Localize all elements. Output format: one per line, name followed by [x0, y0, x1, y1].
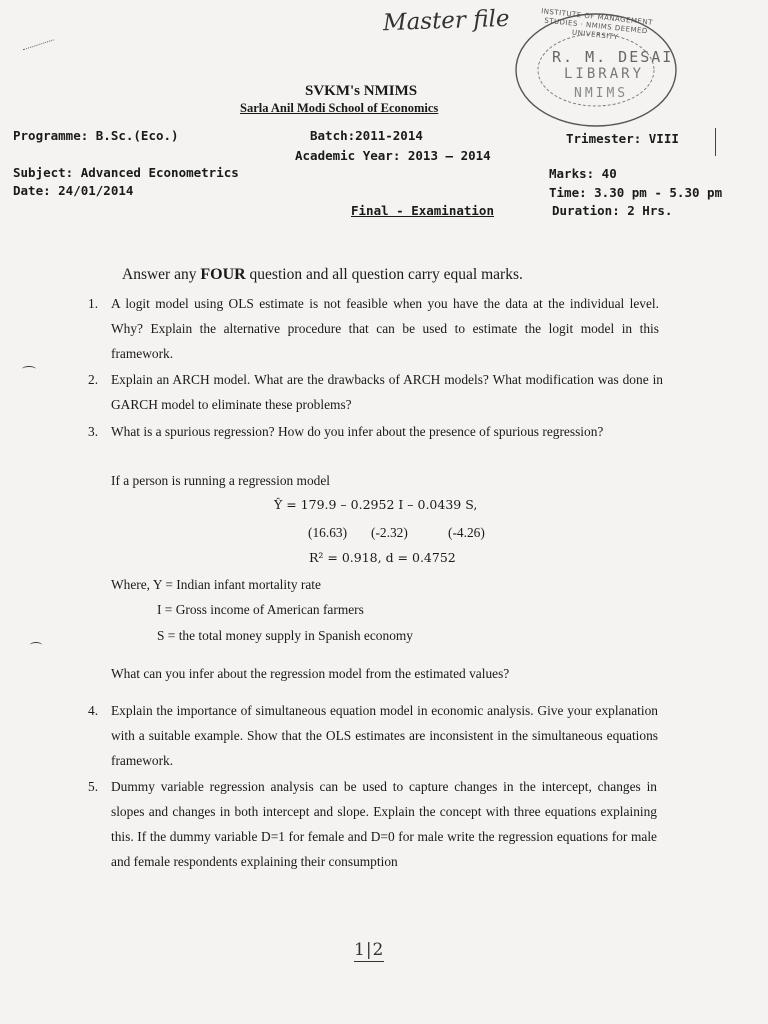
question-text: What is a spurious regression? How do you infer about the presence of spurious regression? — [111, 424, 604, 439]
fit-statistics: R² = 0.918, d = 0.4752 — [309, 550, 456, 565]
question-text: Explain an ARCH model. What are the drawbacks of ARCH models? What modification was done in GARCH model to eliminate these problems? — [111, 372, 663, 412]
exam-type: Final - Examination — [351, 203, 494, 218]
question-number: 4. — [88, 703, 99, 718]
margin-tick — [30, 642, 42, 648]
stamp-line-1: R. M. DESAI — [552, 48, 674, 66]
library-stamp — [512, 7, 680, 130]
batch: Batch:2011-2014 — [310, 128, 423, 143]
date: Date: 24/01/2014 — [13, 183, 134, 198]
standard-error-2: (-2.32) — [371, 525, 408, 540]
handwritten-note-master-file: Master file — [382, 5, 510, 37]
q3-question: What can you infer about the regression model from the estimated values? — [111, 666, 510, 681]
instructions-emphasis: FOUR — [200, 266, 246, 283]
question-number: 1. — [88, 296, 99, 311]
q3-intro: If a person is running a regression model — [111, 473, 331, 488]
standard-error-1: (16.63) — [308, 525, 348, 540]
stamp-line-3: NMIMS — [574, 86, 629, 101]
variable-s: S = the total money supply in Spanish economy — [157, 628, 414, 643]
question-text: Dummy variable regression analysis can be used to capture changes in the intercept, changes in slopes and changes in both intercept and slope. Explain the concept with three equations explaining this. If the dummy variable D=1 for female and D=0 for male write the regression equations for male and female respondents explaining their consumption — [111, 779, 657, 869]
question-number: 5. — [88, 779, 99, 794]
margin-mark — [715, 128, 716, 156]
margin-tick — [22, 366, 36, 372]
instructions-suffix: question and all question carry equal marks. — [245, 266, 523, 283]
academic-year: Academic Year: 2013 – 2014 — [295, 148, 491, 163]
stamp-ring-text: INSTITUTE OF MANAGEMENT STUDIES · NMIMS DEEMED UNIVERSITY — [540, 7, 654, 42]
variable-i: I = Gross income of American farmers — [157, 602, 364, 617]
pen-mark — [23, 39, 57, 59]
duration: Duration: 2 Hrs. — [552, 203, 673, 218]
handwritten-page-number: 1|2 — [354, 940, 385, 960]
school-name: Sarla Anil Modi School of Economics — [240, 101, 439, 115]
question-number: 3. — [88, 424, 99, 439]
question-number: 2. — [88, 372, 99, 387]
time: Time: 3.30 pm - 5.30 pm — [549, 185, 723, 200]
org-name: SVKM's NMIMS — [305, 83, 418, 99]
trimester: Trimester: VIII — [566, 131, 679, 146]
question-text: Explain the importance of simultaneous equation model in economic analysis. Give your explanation with a suitable example. Show that the OLS estimates are inconsistent in the simultaneous equations framework. — [111, 703, 658, 768]
variable-where: Where, Y = Indian infant mortality rate — [111, 577, 321, 592]
standard-error-3: (-4.26) — [448, 525, 485, 540]
programme: Programme: B.Sc.(Eco.) — [13, 128, 179, 143]
question-text: A logit model using OLS estimate is not feasible when you have the data at the individual level. Why? Explain the alternative procedure that can be used to estimate the logit model in this framework. — [111, 296, 659, 361]
subject: Subject: Advanced Econometrics — [13, 165, 239, 180]
stamp-line-2: LIBRARY — [564, 66, 645, 82]
instructions — [122, 266, 523, 284]
instructions-prefix: Answer any — [122, 266, 201, 283]
regression-equation: Ŷ = 179.9 – 0.2952 I – 0.0439 S, — [274, 497, 478, 512]
marks: Marks: 40 — [549, 166, 617, 181]
